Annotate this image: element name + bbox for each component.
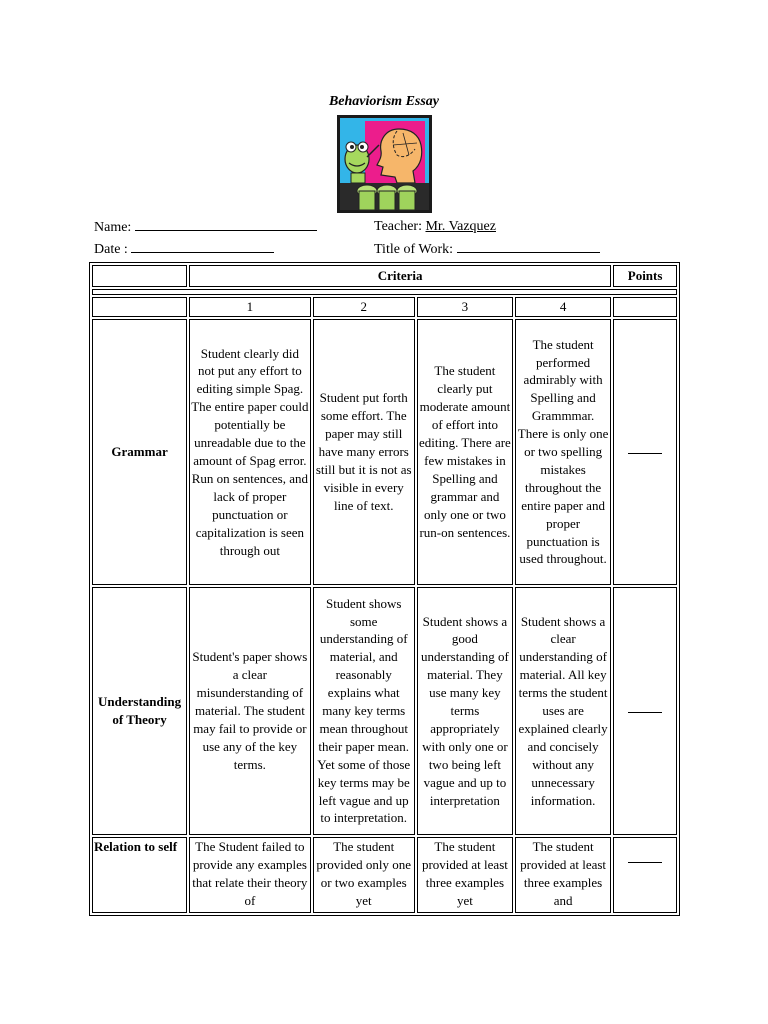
level-4: 4 [515, 297, 611, 317]
document-title: Behaviorism Essay [328, 94, 440, 109]
row-label-grammar: Grammar [92, 319, 187, 585]
relation-level-3 [417, 837, 513, 913]
rubric-table [89, 262, 680, 916]
teacher-value: Mr. Vazquez [425, 219, 496, 234]
rubric-row-understanding [92, 587, 677, 835]
rubric-row-grammar [92, 319, 677, 585]
title-of-work-label: Title of Work: [374, 242, 453, 257]
understanding-level-3: Student shows a good understanding of material. They use many key terms appropriately with only one or two being left vague and up to interpretation [417, 587, 513, 835]
teacher-field [374, 219, 496, 235]
understanding-points[interactable] [613, 587, 677, 835]
header-empty-cell [92, 265, 187, 287]
date-field[interactable] [94, 241, 274, 258]
row-label-relation: Relation to self [92, 837, 187, 913]
level-3: 3 [417, 297, 513, 317]
levels-empty-cell [92, 297, 187, 317]
grammar-level-1: Student clearly did not put any effort to editing simple Spag. The entire paper could potentially be unreadable due to the amount of Spag error. Run on sentences, and lack of proper punctuation or capitalization is seen through out [189, 319, 310, 585]
level-1: 1 [189, 297, 310, 317]
level-2: 2 [313, 297, 415, 317]
relation-level-3-text: The student provided at least three examples yet [421, 839, 508, 908]
date-label: Date : [94, 242, 128, 257]
grammar-level-2: Student put forth some effort. The paper may still have many errors still but it is not as visible in every line of text. [313, 319, 415, 585]
grammar-points[interactable] [613, 319, 677, 585]
relation-points-blank[interactable] [628, 861, 662, 863]
teacher-label: Teacher: [374, 219, 422, 234]
name-blank[interactable] [135, 219, 317, 231]
title-of-work-blank[interactable] [457, 241, 600, 253]
points-header: Points [613, 265, 677, 287]
understanding-level-4: Student shows a clear understanding of material. All key terms the student uses are explained clearly and concisely without any unnecessary information. [515, 587, 611, 835]
grammar-level-4: The student performed admirably with Spelling and Grammmar. There is only one or two spelling mistakes throughout the entire paper and proper punctuation is used throughout. [515, 319, 611, 585]
title-of-work-field[interactable] [374, 241, 600, 258]
frog-and-head-clipart-icon [337, 115, 432, 213]
relation-level-4 [515, 837, 611, 913]
criteria-header: Criteria [189, 265, 611, 287]
name-field[interactable] [94, 219, 317, 236]
rubric-row-relation [92, 837, 677, 913]
understanding-level-2: Student shows some understanding of material, and reasonably explains what many key terms mean throughout their paper mean. Yet some of those key terms may be left vague and up to interpretation. [313, 587, 415, 835]
relation-level-2 [313, 837, 415, 913]
understanding-level-1: Student's paper shows a clear misunderstanding of material. The student may fail to provide or use any of the key terms. [189, 587, 310, 835]
date-blank[interactable] [131, 241, 274, 253]
relation-level-4-text: The student provided at least three examples and [520, 839, 607, 908]
levels-row [92, 297, 677, 317]
row-label-understanding: Understanding of Theory [92, 587, 187, 835]
relation-level-1 [189, 837, 310, 913]
relation-level-2-text: The student provided only one or two examples yet [316, 839, 412, 908]
relation-points[interactable] [613, 837, 677, 913]
relation-level-1-text: The Student failed to provide any examples that relate their theory of [192, 839, 308, 908]
grammar-points-blank[interactable] [628, 452, 662, 454]
grammar-level-3: The student clearly put moderate amount of effort into editing. There are few mistakes in Spelling and grammar and only one or two run-on sentences. [417, 319, 513, 585]
rubric-header-row [92, 265, 677, 287]
name-label: Name: [94, 220, 132, 235]
understanding-points-blank[interactable] [628, 711, 662, 713]
levels-points-empty [613, 297, 677, 317]
